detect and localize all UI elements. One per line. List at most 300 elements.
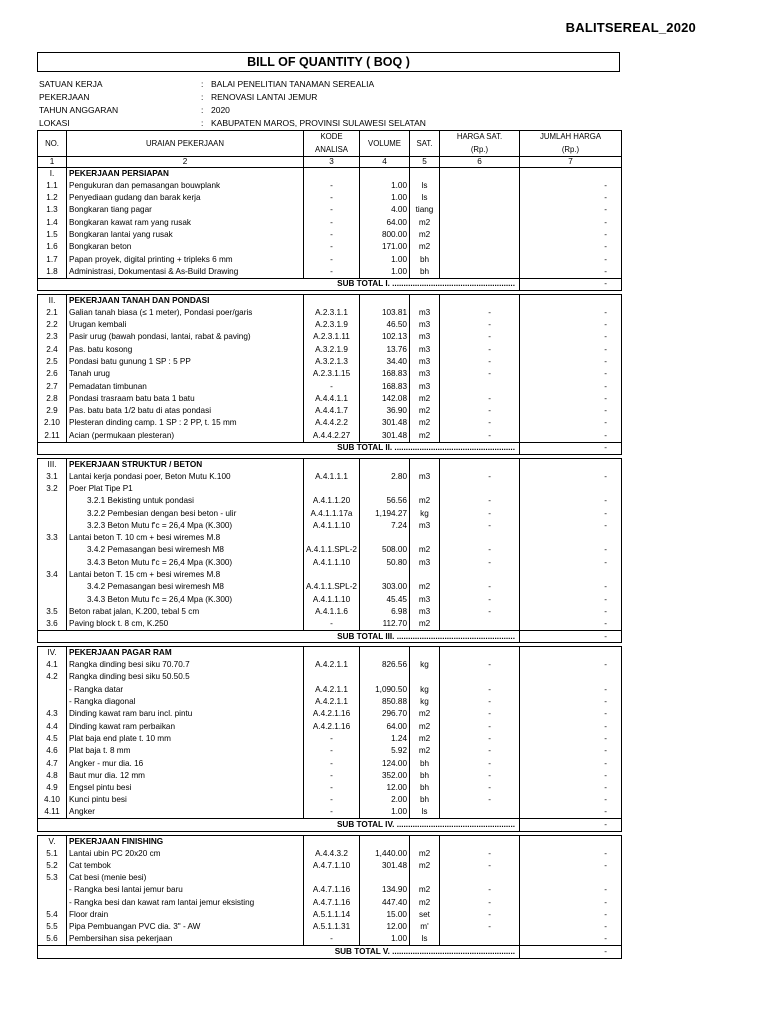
item-volume: 103.81 — [360, 307, 410, 319]
item-code: A.4.1.1.17a — [304, 508, 360, 520]
table-row — [38, 757, 622, 769]
item-number: 1.8 — [38, 266, 67, 278]
item-volume: 1.00 — [360, 807, 410, 819]
table-row — [38, 733, 622, 745]
item-code: A.4.2.1.1 — [304, 696, 360, 708]
item-code: A.4.1.1.1 — [304, 471, 360, 483]
item-total-price: - — [520, 393, 622, 405]
empty-cell — [38, 819, 304, 831]
item-unit: bh — [410, 757, 440, 769]
item-unit-price: - — [440, 782, 520, 794]
info-key: PEKERJAAN — [39, 92, 90, 102]
item-total-price: - — [520, 708, 622, 720]
item-code: - — [304, 757, 360, 769]
item-number: 3.1 — [38, 471, 67, 483]
item-code: A.2.3.1.9 — [304, 319, 360, 331]
table-row — [38, 532, 622, 544]
item-volume: 64.00 — [360, 217, 410, 229]
empty-cell — [440, 168, 520, 180]
section-number: IV. — [38, 647, 67, 659]
subtotal-row — [38, 442, 622, 454]
item-description: - Rangka besi dan kawat ram lantai jemur eksisting — [67, 897, 304, 909]
item-number — [38, 594, 67, 606]
col-number: 7 — [520, 157, 622, 168]
section-title: PEKERJAAN TANAH DAN PONDASI — [67, 294, 304, 306]
item-number: 1.7 — [38, 254, 67, 266]
col-header-uraian: URAIAN PEKERJAAN — [67, 131, 304, 157]
item-unit-price: - — [440, 848, 520, 860]
item-volume: 64.00 — [360, 721, 410, 733]
item-total-price: - — [520, 848, 622, 860]
item-code: A.4.7.1.16 — [304, 884, 360, 896]
item-unit: bh — [410, 770, 440, 782]
item-unit: m2 — [410, 745, 440, 757]
item-volume: 301.48 — [360, 860, 410, 872]
item-unit: m2 — [410, 393, 440, 405]
item-unit: m3 — [410, 606, 440, 618]
item-total-price: - — [520, 782, 622, 794]
col-number: 6 — [440, 157, 520, 168]
empty-cell — [38, 630, 304, 642]
table-row — [38, 520, 622, 532]
item-total-price: - — [520, 331, 622, 343]
item-total-price: - — [520, 180, 622, 192]
item-description: Galian tanah biasa (≤ 1 meter), Pondasi poer/garis — [67, 307, 304, 319]
item-number: 4.2 — [38, 671, 67, 683]
item-description: Rangka dinding besi siku 70.70.7 — [67, 659, 304, 671]
table-row — [38, 721, 622, 733]
item-unit: m3 — [410, 319, 440, 331]
item-unit-price: - — [440, 684, 520, 696]
item-unit-price: - — [440, 307, 520, 319]
item-code — [304, 569, 360, 581]
item-number: 3.5 — [38, 606, 67, 618]
item-total-price: - — [520, 557, 622, 569]
item-description: Dinding kawat ram baru incl. pintu — [67, 708, 304, 720]
item-unit: m2 — [410, 430, 440, 442]
item-code: A.4.1.1.6 — [304, 606, 360, 618]
item-description: Plesteran dinding camp. 1 SP : 2 PP, t. 15 mm — [67, 417, 304, 429]
item-unit: m3 — [410, 557, 440, 569]
table-row — [38, 909, 622, 921]
item-unit-price: - — [440, 356, 520, 368]
item-total-price: - — [520, 319, 622, 331]
item-number: 4.10 — [38, 794, 67, 806]
item-number: 3.4 — [38, 569, 67, 581]
empty-cell — [304, 835, 360, 847]
item-description: Plat baja t. 8 mm — [67, 745, 304, 757]
item-volume: 13.76 — [360, 344, 410, 356]
item-number: 2.3 — [38, 331, 67, 343]
empty-cell — [410, 647, 440, 659]
item-description: Cat tembok — [67, 860, 304, 872]
item-unit-price — [440, 180, 520, 192]
col-header-jumlah: JUMLAH HARGA — [520, 131, 622, 144]
item-volume: 36.90 — [360, 405, 410, 417]
item-code — [304, 872, 360, 884]
item-code: A.4.1.1.10 — [304, 557, 360, 569]
item-unit: m3 — [410, 307, 440, 319]
table-row — [38, 471, 622, 483]
item-description: - Rangka datar — [67, 684, 304, 696]
item-number — [38, 696, 67, 708]
item-unit-price: - — [440, 770, 520, 782]
item-description: Acian (permukaan plesteran) — [67, 430, 304, 442]
item-description: 3.4.3 Beton Mutu f'c = 26,4 Mpa (K.300) — [67, 557, 304, 569]
subtotal-value: - — [520, 630, 622, 642]
item-total-price: - — [520, 217, 622, 229]
item-total-price: - — [520, 192, 622, 204]
item-number: 5.2 — [38, 860, 67, 872]
item-unit: m2 — [410, 405, 440, 417]
empty-cell — [360, 458, 410, 470]
table-row — [38, 708, 622, 720]
item-total-price: - — [520, 770, 622, 782]
item-number: 2.7 — [38, 381, 67, 393]
item-unit: m2 — [410, 229, 440, 241]
empty-cell — [410, 294, 440, 306]
item-unit-price: - — [440, 897, 520, 909]
item-number — [38, 520, 67, 532]
item-unit-price: - — [440, 860, 520, 872]
item-volume — [360, 872, 410, 884]
item-number: 1.5 — [38, 229, 67, 241]
item-unit-price — [440, 807, 520, 819]
item-description: Rangka dinding besi siku 50.50.5 — [67, 671, 304, 683]
item-unit — [410, 532, 440, 544]
item-unit-price: - — [440, 471, 520, 483]
item-unit: m2 — [410, 581, 440, 593]
item-description: Lantai ubin PC 20x20 cm — [67, 848, 304, 860]
subtotal-row — [38, 946, 622, 958]
item-total-price: - — [520, 520, 622, 532]
item-total-price: - — [520, 344, 622, 356]
item-code: A.2.3.1.1 — [304, 307, 360, 319]
item-code: A.2.3.1.15 — [304, 368, 360, 380]
item-volume: 12.00 — [360, 782, 410, 794]
item-unit-price: - — [440, 319, 520, 331]
subtotal-label: SUB TOTAL III. .................................................... — [304, 630, 520, 642]
item-total-price: - — [520, 659, 622, 671]
item-unit-price: - — [440, 508, 520, 520]
empty-cell — [440, 458, 520, 470]
col-header-kode: KODE — [304, 131, 360, 144]
empty-cell — [410, 458, 440, 470]
item-volume: 171.00 — [360, 241, 410, 253]
item-total-price: - — [520, 368, 622, 380]
item-number: 4.3 — [38, 708, 67, 720]
item-unit: m3 — [410, 381, 440, 393]
item-code: A.4.4.2.2 — [304, 417, 360, 429]
empty-cell — [304, 294, 360, 306]
item-total-price: - — [520, 430, 622, 442]
item-code: - — [304, 192, 360, 204]
item-volume — [360, 532, 410, 544]
item-unit: m2 — [410, 897, 440, 909]
item-volume: 46.50 — [360, 319, 410, 331]
item-total-price: - — [520, 794, 622, 806]
item-description: Paving block t. 8 cm, K.250 — [67, 618, 304, 630]
section-number: II. — [38, 294, 67, 306]
item-volume — [360, 569, 410, 581]
item-description: 3.2.3 Beton Mutu f'c = 26,4 Mpa (K.300) — [67, 520, 304, 532]
item-number: 5.3 — [38, 872, 67, 884]
item-unit-price — [440, 204, 520, 216]
table-row — [38, 417, 622, 429]
item-unit: ls — [410, 180, 440, 192]
item-volume: 1.00 — [360, 934, 410, 946]
item-unit-price — [440, 934, 520, 946]
item-total-price: - — [520, 495, 622, 507]
item-description: Administrasi, Dokumentasi & As-Build Drawing — [67, 266, 304, 278]
item-code: - — [304, 618, 360, 630]
item-unit-price: - — [440, 417, 520, 429]
table-row — [38, 430, 622, 442]
table-row — [38, 344, 622, 356]
item-number — [38, 495, 67, 507]
empty-cell — [520, 168, 622, 180]
item-total-price: - — [520, 884, 622, 896]
item-volume: 1.24 — [360, 733, 410, 745]
item-code: A.4.1.1.SPL-2 — [304, 581, 360, 593]
table-row — [38, 745, 622, 757]
item-total-price: - — [520, 508, 622, 520]
item-unit-price: - — [440, 557, 520, 569]
item-code: A.5.1.1.14 — [304, 909, 360, 921]
item-description: 3.4.3 Beton Mutu f'c = 26,4 Mpa (K.300) — [67, 594, 304, 606]
empty-cell — [520, 458, 622, 470]
item-unit-price: - — [440, 606, 520, 618]
item-code: A.4.2.1.1 — [304, 684, 360, 696]
item-total-price: - — [520, 684, 622, 696]
item-description: Bongkaran tiang pagar — [67, 204, 304, 216]
item-description: Bongkaran kawat ram yang rusak — [67, 217, 304, 229]
item-volume: 447.40 — [360, 897, 410, 909]
item-volume: 50.80 — [360, 557, 410, 569]
project-info-row — [39, 91, 619, 104]
subtotal-value: - — [520, 442, 622, 454]
item-unit-price: - — [440, 520, 520, 532]
item-total-price: - — [520, 307, 622, 319]
item-volume: 826.56 — [360, 659, 410, 671]
item-description: Dinding kawat ram perbaikan — [67, 721, 304, 733]
col-header-volume: VOLUME — [360, 131, 410, 157]
item-description: Bongkaran beton — [67, 241, 304, 253]
col-number: 2 — [67, 157, 304, 168]
item-description: Kunci pintu besi — [67, 794, 304, 806]
item-code: - — [304, 782, 360, 794]
item-unit-price — [440, 254, 520, 266]
item-volume: 1.00 — [360, 254, 410, 266]
item-total-price: - — [520, 897, 622, 909]
item-total-price: - — [520, 807, 622, 819]
item-volume: 800.00 — [360, 229, 410, 241]
table-row — [38, 204, 622, 216]
item-unit-price: - — [440, 659, 520, 671]
table-row — [38, 569, 622, 581]
item-total-price: - — [520, 606, 622, 618]
item-number: 5.5 — [38, 921, 67, 933]
item-unit-price: - — [440, 794, 520, 806]
item-number — [38, 508, 67, 520]
subtotal-value: - — [520, 819, 622, 831]
item-volume: 301.48 — [360, 417, 410, 429]
item-unit: bh — [410, 782, 440, 794]
item-code: A.3.2.1.3 — [304, 356, 360, 368]
item-description: Lantai beton T. 10 cm + besi wiremes M.8 — [67, 532, 304, 544]
table-row — [38, 319, 622, 331]
item-unit-price: - — [440, 696, 520, 708]
table-row — [38, 659, 622, 671]
item-unit-price — [440, 618, 520, 630]
item-number: 4.4 — [38, 721, 67, 733]
item-unit: m2 — [410, 708, 440, 720]
table-row — [38, 581, 622, 593]
item-code: A.4.7.1.10 — [304, 860, 360, 872]
section-header-row — [38, 458, 622, 470]
subtotal-label: SUB TOTAL IV. .................................................... — [304, 819, 520, 831]
item-unit — [410, 671, 440, 683]
item-description: Pondasi trasraam batu bata 1 batu — [67, 393, 304, 405]
item-unit-price: - — [440, 344, 520, 356]
item-total-price: - — [520, 417, 622, 429]
item-unit-price: - — [440, 331, 520, 343]
item-volume: 352.00 — [360, 770, 410, 782]
item-description: Pondasi batu gunung 1 SP : 5 PP — [67, 356, 304, 368]
item-description: Angker — [67, 807, 304, 819]
item-number: 1.2 — [38, 192, 67, 204]
item-unit: ls — [410, 807, 440, 819]
item-unit: m3 — [410, 344, 440, 356]
item-code: - — [304, 180, 360, 192]
item-total-price: - — [520, 921, 622, 933]
item-code: A.4.4.3.2 — [304, 848, 360, 860]
item-total-price: - — [520, 860, 622, 872]
item-description: Beton rabat jalan, K.200, tebal 5 cm — [67, 606, 304, 618]
project-info — [39, 78, 619, 130]
item-unit: bh — [410, 254, 440, 266]
subtotal-row — [38, 819, 622, 831]
item-unit: bh — [410, 794, 440, 806]
item-total-price: - — [520, 356, 622, 368]
info-value: 2020 — [211, 105, 230, 115]
item-total-price: - — [520, 618, 622, 630]
item-code: - — [304, 934, 360, 946]
item-unit: ls — [410, 934, 440, 946]
item-volume: 1.00 — [360, 180, 410, 192]
item-volume: 508.00 — [360, 544, 410, 556]
empty-cell — [304, 647, 360, 659]
item-total-price — [520, 872, 622, 884]
item-unit-price — [440, 381, 520, 393]
item-code: - — [304, 733, 360, 745]
section-title: PEKERJAAN PAGAR RAM — [67, 647, 304, 659]
item-code: - — [304, 254, 360, 266]
item-total-price — [520, 532, 622, 544]
table-row — [38, 405, 622, 417]
item-number: 3.2 — [38, 483, 67, 495]
table-row — [38, 594, 622, 606]
item-volume: 2.00 — [360, 794, 410, 806]
item-unit — [410, 872, 440, 884]
item-number: 5.4 — [38, 909, 67, 921]
item-number: 4.11 — [38, 807, 67, 819]
item-number: 2.5 — [38, 356, 67, 368]
item-description: Urugan kembali — [67, 319, 304, 331]
item-code — [304, 532, 360, 544]
table-row — [38, 872, 622, 884]
item-number — [38, 884, 67, 896]
page-title: BILL OF QUANTITY ( BOQ ) — [37, 52, 620, 72]
col-header-kode-sub: ANALISA — [304, 144, 360, 157]
item-unit: kg — [410, 696, 440, 708]
item-volume: 7.24 — [360, 520, 410, 532]
item-description: Penyediaan gudang dan barak kerja — [67, 192, 304, 204]
item-code: - — [304, 794, 360, 806]
subtotal-row — [38, 278, 622, 290]
item-unit-price: - — [440, 594, 520, 606]
item-description: Lantai beton T. 15 cm + besi wiremes M.8 — [67, 569, 304, 581]
item-unit: m2 — [410, 848, 440, 860]
item-unit-price — [440, 569, 520, 581]
info-value: BALAI PENELITIAN TANAMAN SEREALIA — [211, 79, 375, 89]
item-unit: kg — [410, 659, 440, 671]
item-total-price: - — [520, 581, 622, 593]
table-row — [38, 356, 622, 368]
item-number: 1.6 — [38, 241, 67, 253]
info-separator: : — [201, 118, 204, 128]
item-volume: 5.92 — [360, 745, 410, 757]
item-code: - — [304, 204, 360, 216]
item-unit-price — [440, 192, 520, 204]
item-description: Floor drain — [67, 909, 304, 921]
item-description: Pipa Pembuangan PVC dia. 3" - AW — [67, 921, 304, 933]
item-unit: m3 — [410, 331, 440, 343]
item-volume: 102.13 — [360, 331, 410, 343]
item-total-price: - — [520, 254, 622, 266]
item-volume: 303.00 — [360, 581, 410, 593]
item-volume: 6.98 — [360, 606, 410, 618]
col-header-no: NO. — [38, 131, 67, 157]
item-number: 2.4 — [38, 344, 67, 356]
item-description: - Rangka diagonal — [67, 696, 304, 708]
item-unit-price: - — [440, 921, 520, 933]
subtotal-row — [38, 630, 622, 642]
table-row — [38, 684, 622, 696]
item-unit-price — [440, 872, 520, 884]
empty-cell — [440, 647, 520, 659]
item-volume: 15.00 — [360, 909, 410, 921]
subtotal-label: SUB TOTAL I. ...................................................... — [304, 278, 520, 290]
table-row — [38, 606, 622, 618]
item-number: 2.1 — [38, 307, 67, 319]
item-description: Poer Plat Tipe P1 — [67, 483, 304, 495]
table-row — [38, 921, 622, 933]
item-code: A.4.2.1.16 — [304, 721, 360, 733]
item-unit-price — [440, 266, 520, 278]
item-number: 2.6 — [38, 368, 67, 380]
item-volume: 4.00 — [360, 204, 410, 216]
item-unit-price: - — [440, 495, 520, 507]
item-volume — [360, 671, 410, 683]
subtotal-label: SUB TOTAL V. ...................................................... — [304, 946, 520, 958]
boq-table — [37, 130, 622, 959]
empty-cell — [520, 835, 622, 847]
item-code: A.4.1.1.10 — [304, 520, 360, 532]
table-row — [38, 495, 622, 507]
item-number — [38, 581, 67, 593]
item-unit-price: - — [440, 405, 520, 417]
